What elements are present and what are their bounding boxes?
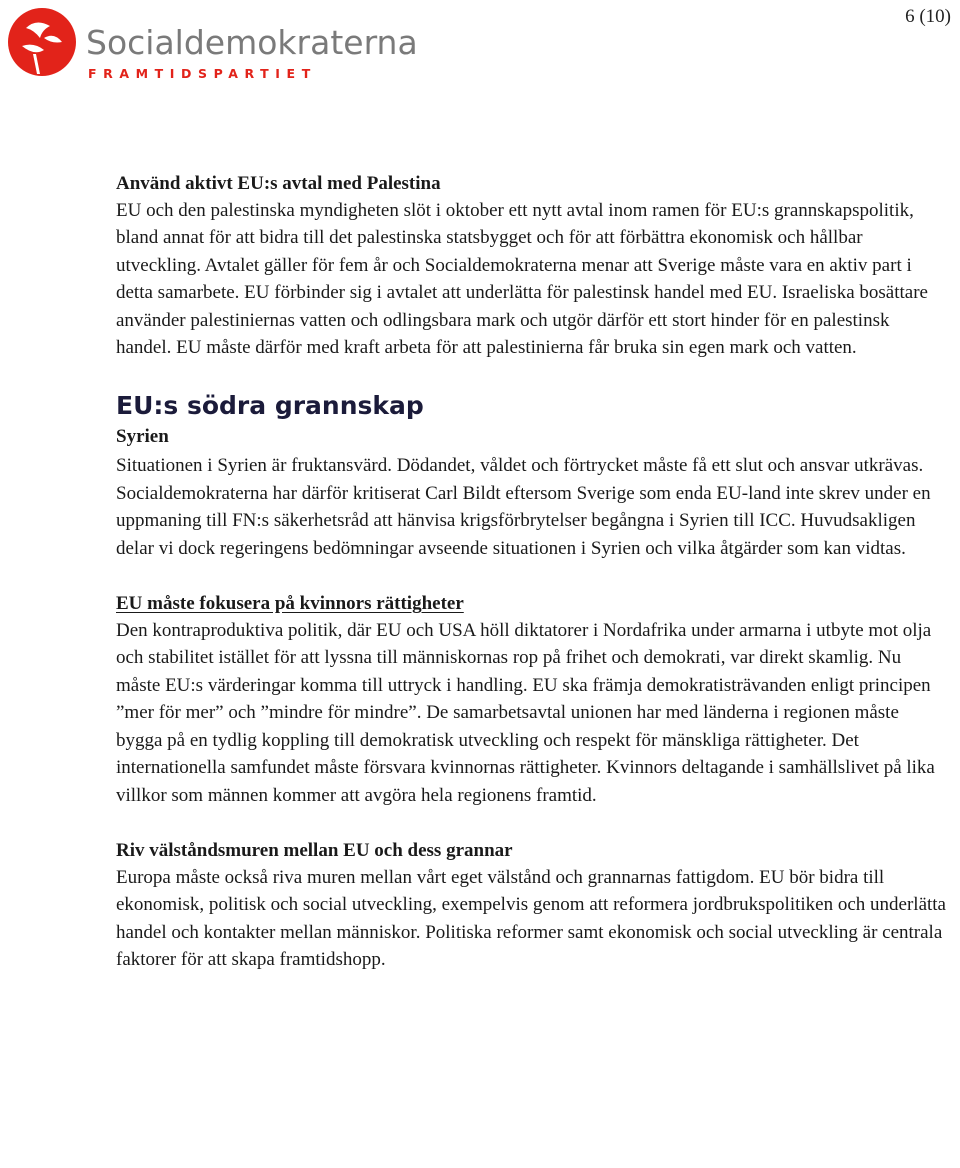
heading-kvinnors-rattigheter: EU måste fokusera på kvinnors rättigheter	[116, 593, 464, 615]
paragraph-kvinnors-rattigheter: Den kontraproduktiva politik, där EU och USA höll diktatorer i Nordafrika under armarna i utbyte mot olja och stabilitet istället för att lyssna till människornas rop på frihet och demokrati, var direkt skamlig. Nu måste EU:s värderingar komma till uttryck i handling. EU ska främja demokratisträvanden enligt principen ”mer för mer” och ”mindre för mindre”. De samarbetsavtal unionen har med länderna i regionen måste bygga på en tydlig koppling till demokratisk utveckling och respekt för mänskliga rättigheter. Det internationella samfundet måste försvara kvinnornas rättigheter. Kvinnors deltagande i samhällslivet på lika villkor som männen kommer att avgöra hela regionens framtid.	[116, 620, 935, 806]
paragraph-palestina: EU och den palestinska myndigheten slöt i oktober ett nytt avtal inom ramen för EU:s grannskapspolitik, bland annat för att bidra till det palestinska statsbygget och för att förbättra ekonomisk och hållbar utveckling. Avtalet gäller för fem år och Socialdemokraterna menar att Sverige måste vara en aktiv part i detta samarbete. EU förbinder sig i avtalet att underlätta för palestinsk handel med EU. Israeliska bosättare använder palestiniernas vatten och odlingsbara mark och utgör därför ett stort hinder för en palestinsk handel. EU måste därför med kraft arbeta för att palestinierna får bruka sin egen mark och vatten.	[116, 200, 928, 359]
heading-syrien: Syrien	[116, 426, 169, 448]
logo-wordmark: Socialdemokraterna	[86, 23, 418, 62]
logo-tagline: FRAMTIDSPARTIET	[88, 66, 317, 81]
document-body	[116, 170, 946, 974]
heading-palestina: Använd aktivt EU:s avtal med Palestina	[116, 173, 441, 194]
rose-logo-icon	[4, 2, 418, 82]
page-number: 6 (10)	[905, 6, 951, 27]
heading-valstandsmuren: Riv välståndsmuren mellan EU och dess grannar	[116, 839, 513, 861]
paragraph-syrien: Situationen i Syrien är fruktansvärd. Dödandet, våldet och förtrycket måste få ett slut och ansvar utkrävas. Socialdemokraterna har därför kritiserat Carl Bildt eftersom Sverige som enda EU-land inte skrev under en uppmaning till FN:s säkerhetsråd att hänvisa krigsförbrytelser begångna i Syrien till ICC. Huvudsakligen delar vi dock regeringens bedömningar avseende situationen i Syrien och vilka åtgärder som kan vidtas.	[116, 455, 931, 559]
party-logo	[4, 2, 418, 82]
paragraph-valstandsmuren: Europa måste också riva muren mellan vårt eget välstånd och grannarnas fattigdom. EU bör bidra till ekonomisk, politisk och social utveckling, exempelvis genom att reformera jordbrukspolitiken och underlätta handel och kontakter mellan människor. Politiska reformer samt ekonomisk och social utveckling är centrala faktorer för att skapa framtidshopp.	[116, 866, 946, 971]
section-title-sodra-grannskap: EU:s södra grannskap	[116, 391, 424, 421]
